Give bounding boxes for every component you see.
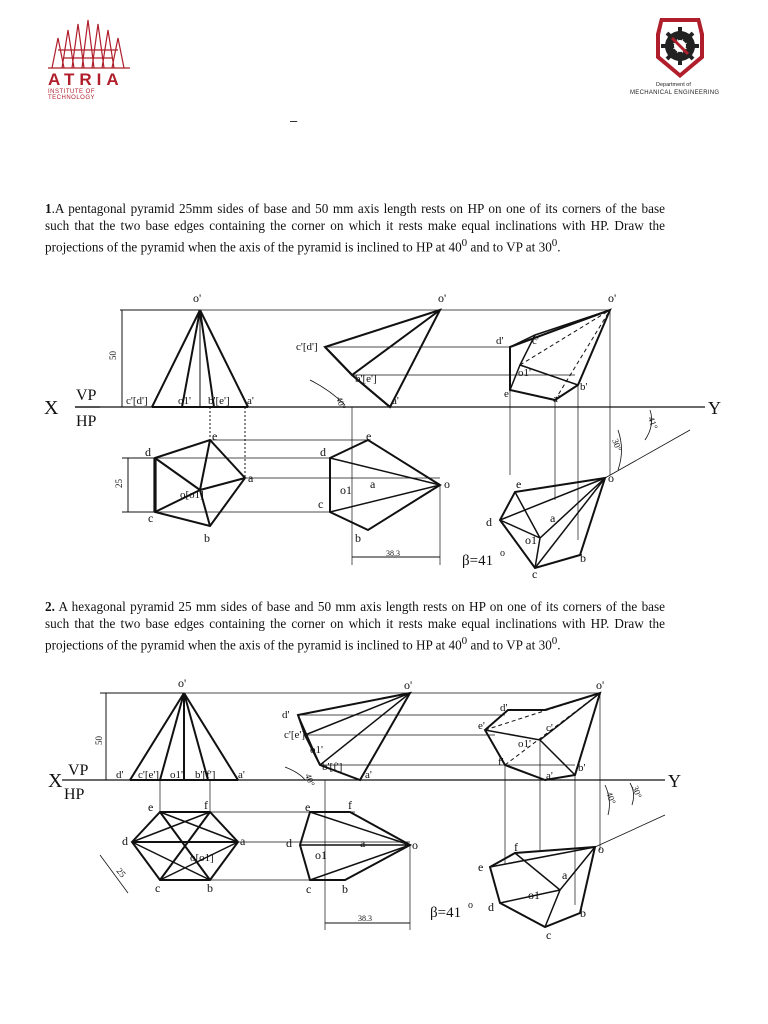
d2-a-label: a bbox=[240, 834, 246, 848]
atria-logo-word: ATRIA bbox=[48, 70, 124, 89]
d2-f-prime-label: f' bbox=[498, 756, 504, 768]
drawing-1 bbox=[0, 280, 768, 580]
d1-d-label: d bbox=[145, 445, 151, 459]
d1-e-3-label: e bbox=[516, 477, 522, 491]
d1-o1-2-label: o1 bbox=[525, 533, 537, 547]
department-label: Department of bbox=[656, 82, 691, 88]
d1-d-prime-label: d' bbox=[496, 335, 504, 347]
d2-a-prime-3-label: a' bbox=[546, 770, 553, 782]
d1-a-2-label: a bbox=[370, 477, 376, 491]
d2-d-2-label: d bbox=[286, 836, 292, 850]
d1-beta-sup: o bbox=[500, 548, 505, 559]
d1-beta-label: β=41 bbox=[462, 553, 494, 569]
problem-1-body: .A pentagonal pyramid 25mm sides of base and 50 mm axis length rests on HP on one of its corners of the base such that the two base edges containing the corner on which it rests make equal inclinations with HP. Draw the projections of the pyramid when the axis of the pyramid is inclined to HP at 40 bbox=[45, 201, 665, 254]
d2-c-prime-label: c' bbox=[546, 722, 553, 734]
d2-c-e-2-label: c'[e'] bbox=[284, 729, 306, 741]
d1-vp-label: VP bbox=[76, 387, 97, 404]
d2-b-prime-label: b' bbox=[578, 762, 586, 774]
d1-c-3-label: c bbox=[532, 567, 538, 580]
d2-f-label: f bbox=[204, 798, 208, 812]
d2-e-2-label: e bbox=[305, 800, 311, 814]
d2-o-label: o bbox=[412, 838, 418, 852]
problem-1-text bbox=[45, 200, 665, 255]
d1-o-prime-2-label: o' bbox=[438, 291, 447, 305]
d2-o-prime-3-label: o' bbox=[596, 678, 605, 692]
atria-logo-subtitle: INSTITUTE OF TECHNOLOGY bbox=[48, 89, 96, 101]
d1-dim50-label: 50 bbox=[108, 351, 118, 360]
d2-e-prime-label: e' bbox=[478, 720, 485, 732]
d1-angle40-label: 40° bbox=[334, 395, 348, 411]
d1-a-prime-label: a' bbox=[247, 395, 254, 407]
d1-c-2-label: c bbox=[318, 497, 324, 511]
d2-o1-2-label: o1 bbox=[528, 888, 540, 902]
problem-2-body: A hexagonal pyramid 25 mm sides of base and 50 mm axis length rests on HP on one of its corners of the base such that the two base edges containing the corner on which it rests make equal inclinations with HP. Draw the projections of the pyramid when the axis of the pyramid is inclined to HP at 40 bbox=[45, 599, 665, 652]
d2-d-3-label: d bbox=[488, 900, 494, 914]
d2-d-label: d bbox=[122, 834, 128, 848]
d2-x-label: X bbox=[48, 770, 63, 792]
d2-a-prime-label: a' bbox=[238, 769, 245, 781]
d1-b-label: b bbox=[204, 531, 210, 545]
d1-a-3-label: a bbox=[550, 511, 556, 525]
department-name: MECHANICAL ENGINEERING bbox=[630, 90, 720, 96]
d2-angle40-label: 40° bbox=[303, 772, 317, 788]
d1-y-label: Y bbox=[708, 398, 721, 418]
d2-vp-label: VP bbox=[68, 762, 89, 779]
d1-e-prime-label: e' bbox=[504, 388, 511, 400]
d2-b-2-label: b bbox=[342, 882, 348, 896]
d1-o-prime-label: o' bbox=[193, 291, 202, 305]
d1-e-label: e bbox=[212, 429, 218, 443]
d1-o-2-label: o bbox=[608, 471, 614, 485]
problem-1-body-end: . bbox=[557, 238, 561, 254]
d1-e-2-label: e bbox=[366, 429, 372, 443]
atria-logo bbox=[44, 18, 134, 100]
d2-dim50-label: 50 bbox=[94, 736, 104, 745]
d2-o1-label: o1 bbox=[315, 848, 327, 862]
d2-c-label: c bbox=[155, 881, 161, 895]
d2-hp-label: HP bbox=[64, 786, 85, 803]
d1-b-3-label: b bbox=[580, 551, 586, 565]
d2-o-prime-2-label: o' bbox=[404, 678, 413, 692]
d1-x-label: X bbox=[44, 397, 59, 419]
d2-o1-prime-2-label: o1' bbox=[310, 744, 323, 756]
d2-o-2-label: o bbox=[598, 842, 604, 856]
d1-o-prime-3-label: o' bbox=[608, 291, 617, 305]
d2-f-3-label: f bbox=[514, 840, 518, 854]
department-logo bbox=[630, 14, 730, 102]
d1-b-2-label: b bbox=[355, 531, 361, 545]
d2-beta-sup: o bbox=[468, 900, 473, 911]
problem-2-degree: 0 bbox=[461, 634, 468, 647]
problem-1-degree-2: 0 bbox=[551, 236, 558, 249]
problem-1-body-mid: and to VP at 30 bbox=[467, 238, 552, 254]
d2-dim383-label: 38.3 bbox=[358, 914, 372, 923]
d2-o1-prime-label: o1' bbox=[170, 769, 183, 781]
d1-d-3-label: d bbox=[486, 515, 492, 529]
problem-2-number: 2. bbox=[45, 599, 55, 614]
d2-o-prime-label: o' bbox=[178, 676, 187, 690]
d2-e-3-label: e bbox=[478, 860, 484, 874]
d1-c-d-label: c'[d'] bbox=[126, 395, 148, 407]
d2-o1-prime-3-label: o1' bbox=[518, 738, 531, 750]
problem-2-degree-2: 0 bbox=[551, 634, 558, 647]
d1-o-o1-label: o[o1] bbox=[180, 489, 204, 501]
d1-hp-label: HP bbox=[76, 413, 97, 430]
d2-c-2-label: c bbox=[306, 882, 312, 896]
d2-b-3-label: b bbox=[580, 906, 586, 920]
d1-angle41-label: 41° bbox=[646, 415, 660, 431]
d2-beta-label: β=41 bbox=[430, 905, 462, 921]
d2-d-prime-2-label: d' bbox=[282, 709, 290, 721]
d2-angle40-2-label: 40° bbox=[604, 790, 618, 806]
d2-a-2-label: a bbox=[360, 836, 366, 850]
d1-c-d-2-label: c'[d'] bbox=[296, 341, 318, 353]
d2-a-prime-2-label: a' bbox=[365, 769, 372, 781]
d1-c-label: c bbox=[148, 511, 154, 525]
problem-2-body-end: . bbox=[557, 636, 561, 652]
problem-1-degree: 0 bbox=[461, 236, 468, 249]
d2-b-label: b bbox=[207, 881, 213, 895]
problem-2-body-mid: and to VP at 30 bbox=[467, 636, 552, 652]
d2-d-prime-3-label: d' bbox=[500, 702, 508, 714]
d1-b-prime-label: b' bbox=[580, 381, 588, 393]
d1-a-prime-2-label: a' bbox=[392, 395, 399, 407]
d1-d-2-label: d bbox=[320, 445, 326, 459]
d1-c-prime-label: c' bbox=[532, 335, 539, 347]
d2-o-o1-label: o[o1] bbox=[190, 852, 214, 864]
title-dash: – bbox=[290, 113, 298, 128]
d2-angle30-label: 30° bbox=[630, 784, 644, 800]
d1-o1p-label: o1' bbox=[518, 367, 531, 379]
problem-2-text bbox=[45, 598, 665, 653]
d2-y-label: Y bbox=[668, 771, 681, 791]
d1-b-e-label: b'[e'] bbox=[208, 395, 230, 407]
problem-1-number: 1 bbox=[45, 201, 52, 216]
gear-wrench-emblem-icon bbox=[630, 14, 730, 80]
d2-c-e-label: c'[e'] bbox=[138, 769, 160, 781]
d2-b-f-label: b'[f'] bbox=[195, 769, 216, 781]
atria-emblem-icon bbox=[44, 18, 134, 70]
d2-d-prime-label: d' bbox=[116, 769, 124, 781]
d1-dim25-label: 25 bbox=[114, 479, 124, 488]
d2-c-3-label: c bbox=[546, 928, 552, 942]
d2-a-3-label: a bbox=[562, 868, 568, 882]
d1-dim383-label: 38.3 bbox=[386, 549, 400, 558]
drawing-2 bbox=[0, 675, 768, 965]
d1-a-label: a bbox=[248, 471, 254, 485]
d1-a-prime-3-label: a' bbox=[553, 393, 560, 405]
d1-o-label: o bbox=[444, 477, 450, 491]
d1-o1-prime-label: o1' bbox=[178, 395, 191, 407]
d2-f-2-label: f bbox=[348, 798, 352, 812]
d1-angle30-label: 30° bbox=[610, 437, 624, 453]
d2-e-label: e bbox=[148, 800, 154, 814]
d2-b-f-2-label: b'[f'] bbox=[322, 761, 343, 773]
d1-b-e-2-label: b'[e'] bbox=[355, 373, 377, 385]
d2-dim25-label: 25 bbox=[114, 865, 128, 880]
d1-o1-label: o1 bbox=[340, 483, 352, 497]
